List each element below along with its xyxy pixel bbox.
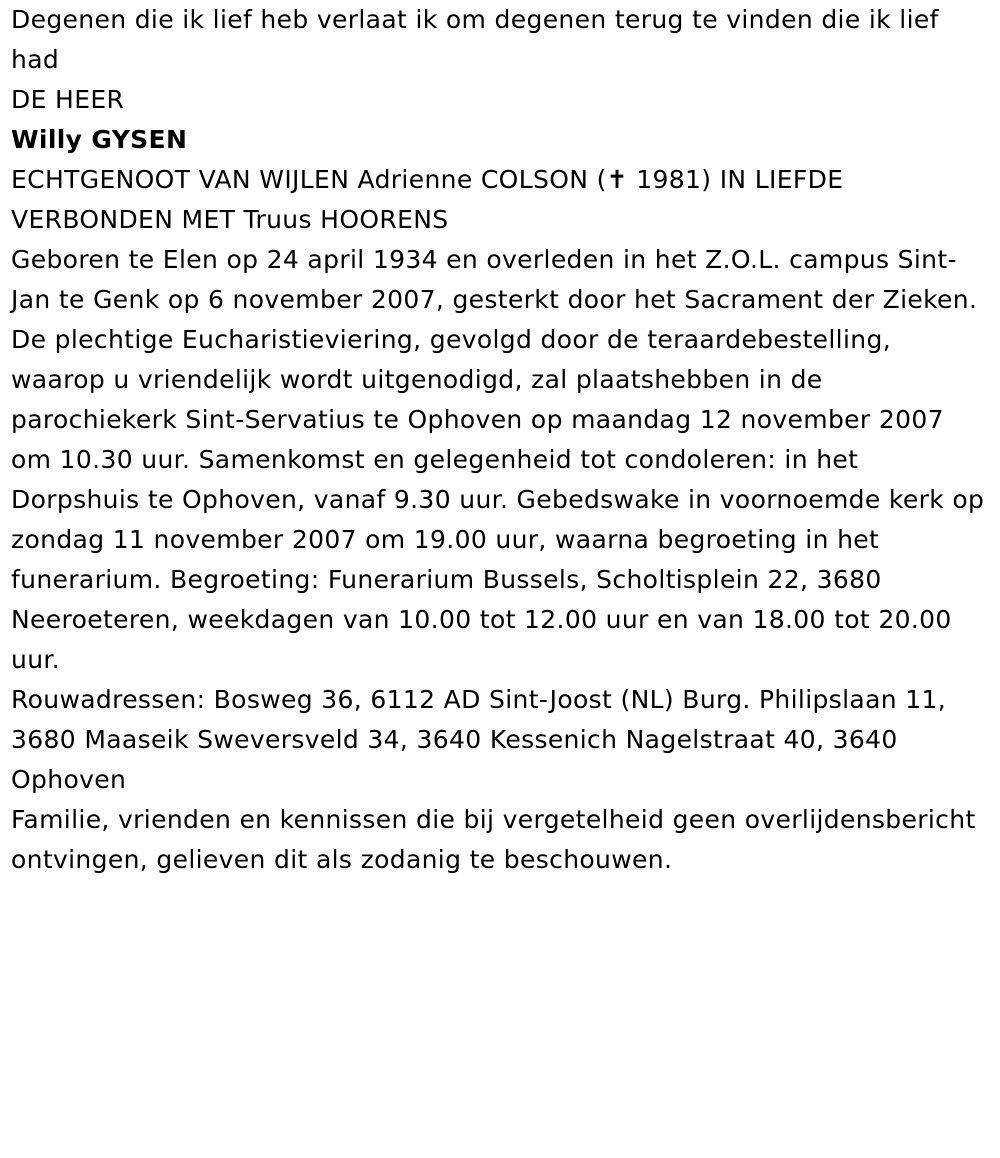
ceremony-paragraph: De plechtige Eucharistieviering, gevolgd door de teraardebestelling, waarop u vriendelijk wordt uitgenodigd, zal plaatshebben in de parochiekerk Sint-Servatius te Ophoven op maandag 12 november 2007 om 10.30 uur. Samenkomst en gelegenheid tot condoleren: in het Dorpshuis te Ophoven, vanaf 9.30 uur. Gebedswake in voornoemde kerk op zondag 11 november 2007 om 19.00 uur, waarna begroeting in het funerarium. Begroeting: Funerarium Bussels, Scholtisplein 22, 3680 Neeroeteren, weekdagen van 10.00 tot 12.00 uur en van 18.00 tot 20.00 uur. [11,325,985,674]
honorific-title: DE HEER [11,85,125,114]
deceased-name: Willy GYSEN [11,125,188,154]
cross-icon: ✝ [606,165,628,194]
spouse-suffix: 1981) IN LIEFDE VERBONDEN MET Truus HOORENS [11,165,844,234]
birth-death-paragraph: Geboren te Elen op 24 april 1934 en overleden in het Z.O.L. campus Sint-Jan te Genk op 6 november 2007, gesterkt door het Sacrament der Zieken. [11,245,978,314]
motto-text: Degenen die ik lief heb verlaat ik om degenen terug te vinden die ik lief had [11,5,939,74]
addresses-paragraph: Rouwadressen: Bosweg 36, 6112 AD Sint-Joost (NL) Burg. Philipslaan 11, 3680 Maaseik Sweversveld 34, 3640 Kessenich Nagelstraat 40, 3640 Ophoven [11,685,947,794]
spouse-line [11,160,986,240]
obituary-notice [11,0,986,880]
spouse-prefix: ECHTGENOOT VAN WIJLEN Adrienne COLSON ( [11,165,607,194]
closing-paragraph: Familie, vrienden en kennissen die bij vergetelheid geen overlijdensbericht ontvingen, gelieven dit als zodanig te beschouwen. [11,805,976,874]
